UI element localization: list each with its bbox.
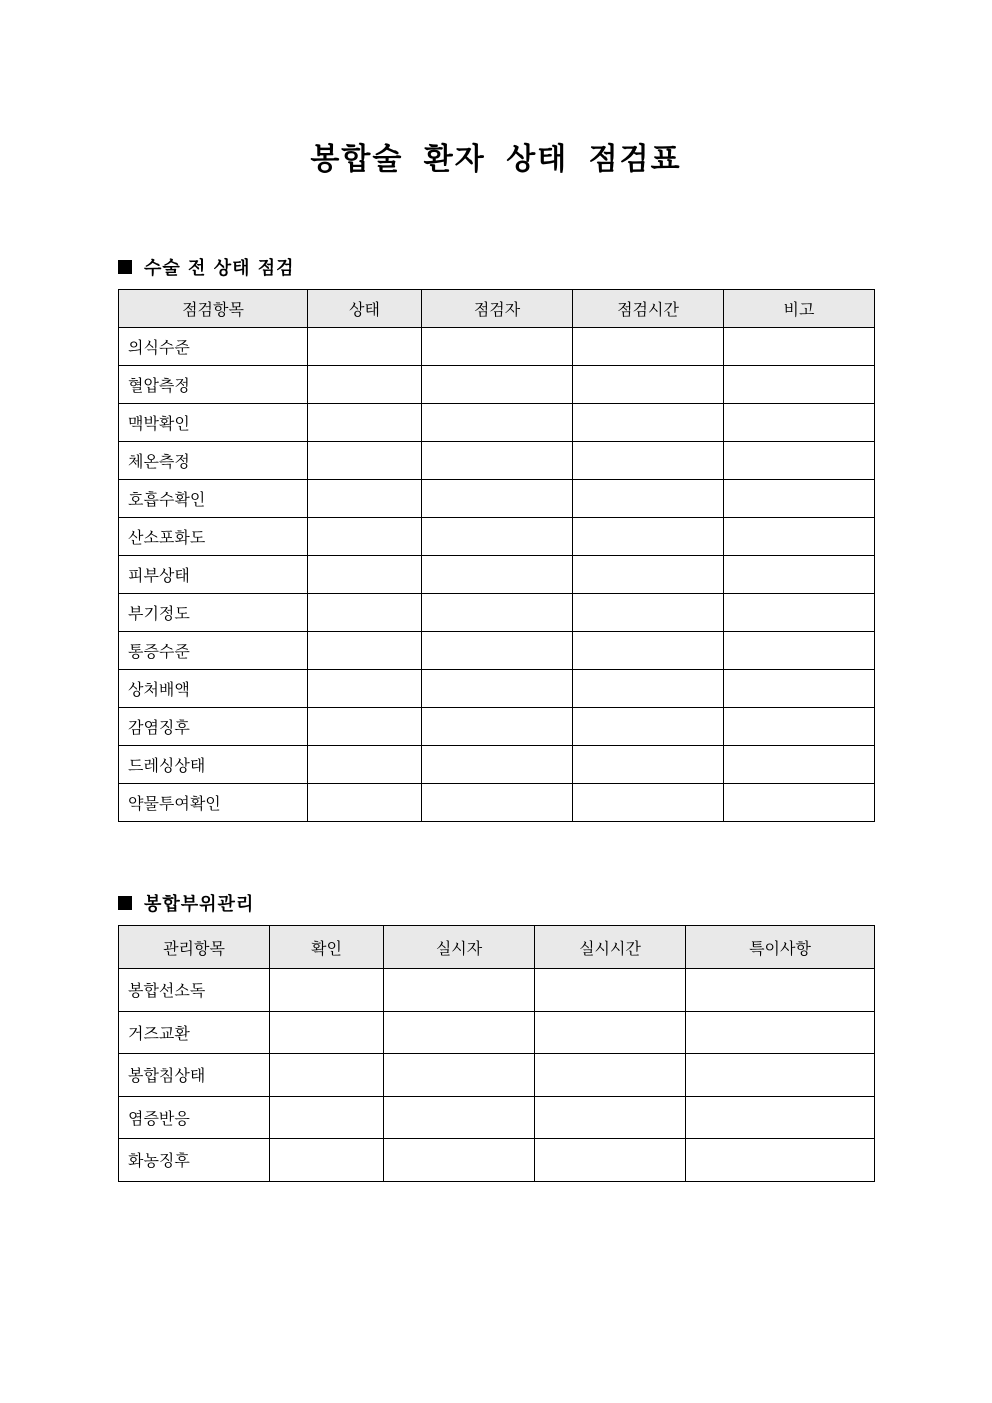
check-entry-cell[interactable] [308, 404, 422, 442]
care-entry-cell[interactable] [535, 969, 686, 1012]
care-item-label: 거즈교환 [119, 1011, 270, 1054]
table-row [119, 328, 875, 366]
care-item-label: 봉합침상태 [119, 1054, 270, 1097]
column-header: 실시자 [384, 926, 535, 969]
preop-check-table [118, 289, 875, 822]
column-header: 상태 [308, 290, 422, 328]
check-entry-cell[interactable] [724, 404, 875, 442]
care-entry-cell[interactable] [535, 1011, 686, 1054]
check-entry-cell[interactable] [422, 442, 573, 480]
check-entry-cell[interactable] [724, 480, 875, 518]
check-entry-cell[interactable] [422, 480, 573, 518]
check-item-label: 피부상태 [119, 556, 308, 594]
table-row [119, 404, 875, 442]
check-entry-cell[interactable] [308, 708, 422, 746]
check-entry-cell[interactable] [724, 708, 875, 746]
care-entry-cell[interactable] [686, 1096, 875, 1139]
table-row [119, 556, 875, 594]
check-entry-cell[interactable] [422, 784, 573, 822]
check-entry-cell[interactable] [573, 746, 724, 784]
column-header: 관리항목 [119, 926, 270, 969]
check-entry-cell[interactable] [724, 328, 875, 366]
table-row [119, 708, 875, 746]
column-header: 확인 [270, 926, 384, 969]
section-heading-label: 수술 전 상태 점검 [144, 258, 295, 279]
check-entry-cell[interactable] [422, 632, 573, 670]
check-entry-cell[interactable] [422, 746, 573, 784]
care-entry-cell[interactable] [270, 969, 384, 1012]
care-entry-cell[interactable] [270, 1054, 384, 1097]
care-entry-cell[interactable] [686, 969, 875, 1012]
check-entry-cell[interactable] [724, 556, 875, 594]
check-entry-cell[interactable] [308, 594, 422, 632]
care-item-label: 봉합선소독 [119, 969, 270, 1012]
check-item-label: 부기정도 [119, 594, 308, 632]
care-entry-cell[interactable] [384, 1054, 535, 1097]
check-entry-cell[interactable] [724, 442, 875, 480]
care-entry-cell[interactable] [384, 1096, 535, 1139]
black-square-icon [118, 260, 132, 274]
check-entry-cell[interactable] [724, 670, 875, 708]
check-entry-cell[interactable] [724, 594, 875, 632]
care-entry-cell[interactable] [535, 1139, 686, 1182]
check-entry-cell[interactable] [308, 480, 422, 518]
care-entry-cell[interactable] [270, 1096, 384, 1139]
check-item-label: 호흡수확인 [119, 480, 308, 518]
care-entry-cell[interactable] [686, 1139, 875, 1182]
check-entry-cell[interactable] [573, 404, 724, 442]
check-item-label: 맥박확인 [119, 404, 308, 442]
table-row [119, 746, 875, 784]
check-entry-cell[interactable] [422, 404, 573, 442]
care-entry-cell[interactable] [270, 1011, 384, 1054]
check-entry-cell[interactable] [422, 556, 573, 594]
check-entry-cell[interactable] [573, 328, 724, 366]
check-entry-cell[interactable] [724, 746, 875, 784]
check-entry-cell[interactable] [422, 518, 573, 556]
black-square-icon [118, 896, 132, 910]
check-entry-cell[interactable] [724, 632, 875, 670]
check-entry-cell[interactable] [308, 556, 422, 594]
section-heading-label: 봉합부위관리 [144, 894, 255, 915]
table-row [119, 670, 875, 708]
table-row [119, 1011, 875, 1054]
column-header: 비고 [724, 290, 875, 328]
table-row [119, 442, 875, 480]
table-row [119, 518, 875, 556]
care-entry-cell[interactable] [686, 1011, 875, 1054]
check-entry-cell[interactable] [308, 518, 422, 556]
care-entry-cell[interactable] [686, 1054, 875, 1097]
care-entry-cell[interactable] [270, 1139, 384, 1182]
check-entry-cell[interactable] [422, 594, 573, 632]
check-entry-cell[interactable] [308, 632, 422, 670]
check-entry-cell[interactable] [573, 784, 724, 822]
check-entry-cell[interactable] [573, 366, 724, 404]
check-item-label: 혈압측정 [119, 366, 308, 404]
check-entry-cell[interactable] [573, 632, 724, 670]
check-entry-cell[interactable] [308, 442, 422, 480]
check-item-label: 드레싱상태 [119, 746, 308, 784]
document-title: 봉합술 환자 상태 점검표 [310, 142, 682, 177]
check-entry-cell[interactable] [573, 708, 724, 746]
table-row [119, 1096, 875, 1139]
check-entry-cell[interactable] [573, 480, 724, 518]
care-entry-cell[interactable] [535, 1096, 686, 1139]
column-header: 점검자 [422, 290, 573, 328]
column-header: 특이사항 [686, 926, 875, 969]
check-entry-cell[interactable] [573, 556, 724, 594]
check-item-label: 통증수준 [119, 632, 308, 670]
check-entry-cell[interactable] [573, 594, 724, 632]
table-row [119, 480, 875, 518]
check-entry-cell[interactable] [308, 784, 422, 822]
suture-care-table [118, 925, 875, 1182]
check-entry-cell[interactable] [422, 328, 573, 366]
check-entry-cell[interactable] [422, 708, 573, 746]
care-item-label: 염증반응 [119, 1096, 270, 1139]
check-entry-cell[interactable] [308, 746, 422, 784]
check-entry-cell[interactable] [422, 366, 573, 404]
table-row [119, 1054, 875, 1097]
table-row [119, 969, 875, 1012]
care-item-label: 화농징후 [119, 1139, 270, 1182]
care-entry-cell[interactable] [384, 969, 535, 1012]
care-entry-cell[interactable] [535, 1054, 686, 1097]
check-entry-cell[interactable] [308, 328, 422, 366]
check-entry-cell[interactable] [724, 518, 875, 556]
care-entry-cell[interactable] [384, 1011, 535, 1054]
column-header: 점검항목 [119, 290, 308, 328]
check-entry-cell[interactable] [724, 784, 875, 822]
table-header-row [119, 290, 875, 328]
care-entry-cell[interactable] [384, 1139, 535, 1182]
check-item-label: 약물투여확인 [119, 784, 308, 822]
check-item-label: 의식수준 [119, 328, 308, 366]
check-entry-cell[interactable] [422, 670, 573, 708]
check-entry-cell[interactable] [573, 442, 724, 480]
check-entry-cell[interactable] [573, 670, 724, 708]
section-heading-suture-care [118, 890, 254, 916]
check-entry-cell[interactable] [308, 670, 422, 708]
check-entry-cell[interactable] [573, 518, 724, 556]
table-row [119, 632, 875, 670]
column-header: 실시시간 [535, 926, 686, 969]
table-header-row [119, 926, 875, 969]
section-heading-preop [118, 254, 295, 280]
check-item-label: 감염징후 [119, 708, 308, 746]
check-entry-cell[interactable] [724, 366, 875, 404]
check-item-label: 체온측정 [119, 442, 308, 480]
table-row [119, 366, 875, 404]
column-header: 점검시간 [573, 290, 724, 328]
check-item-label: 상처배액 [119, 670, 308, 708]
table-row [119, 784, 875, 822]
table-row [119, 1139, 875, 1182]
check-item-label: 산소포화도 [119, 518, 308, 556]
table-row [119, 594, 875, 632]
check-entry-cell[interactable] [308, 366, 422, 404]
